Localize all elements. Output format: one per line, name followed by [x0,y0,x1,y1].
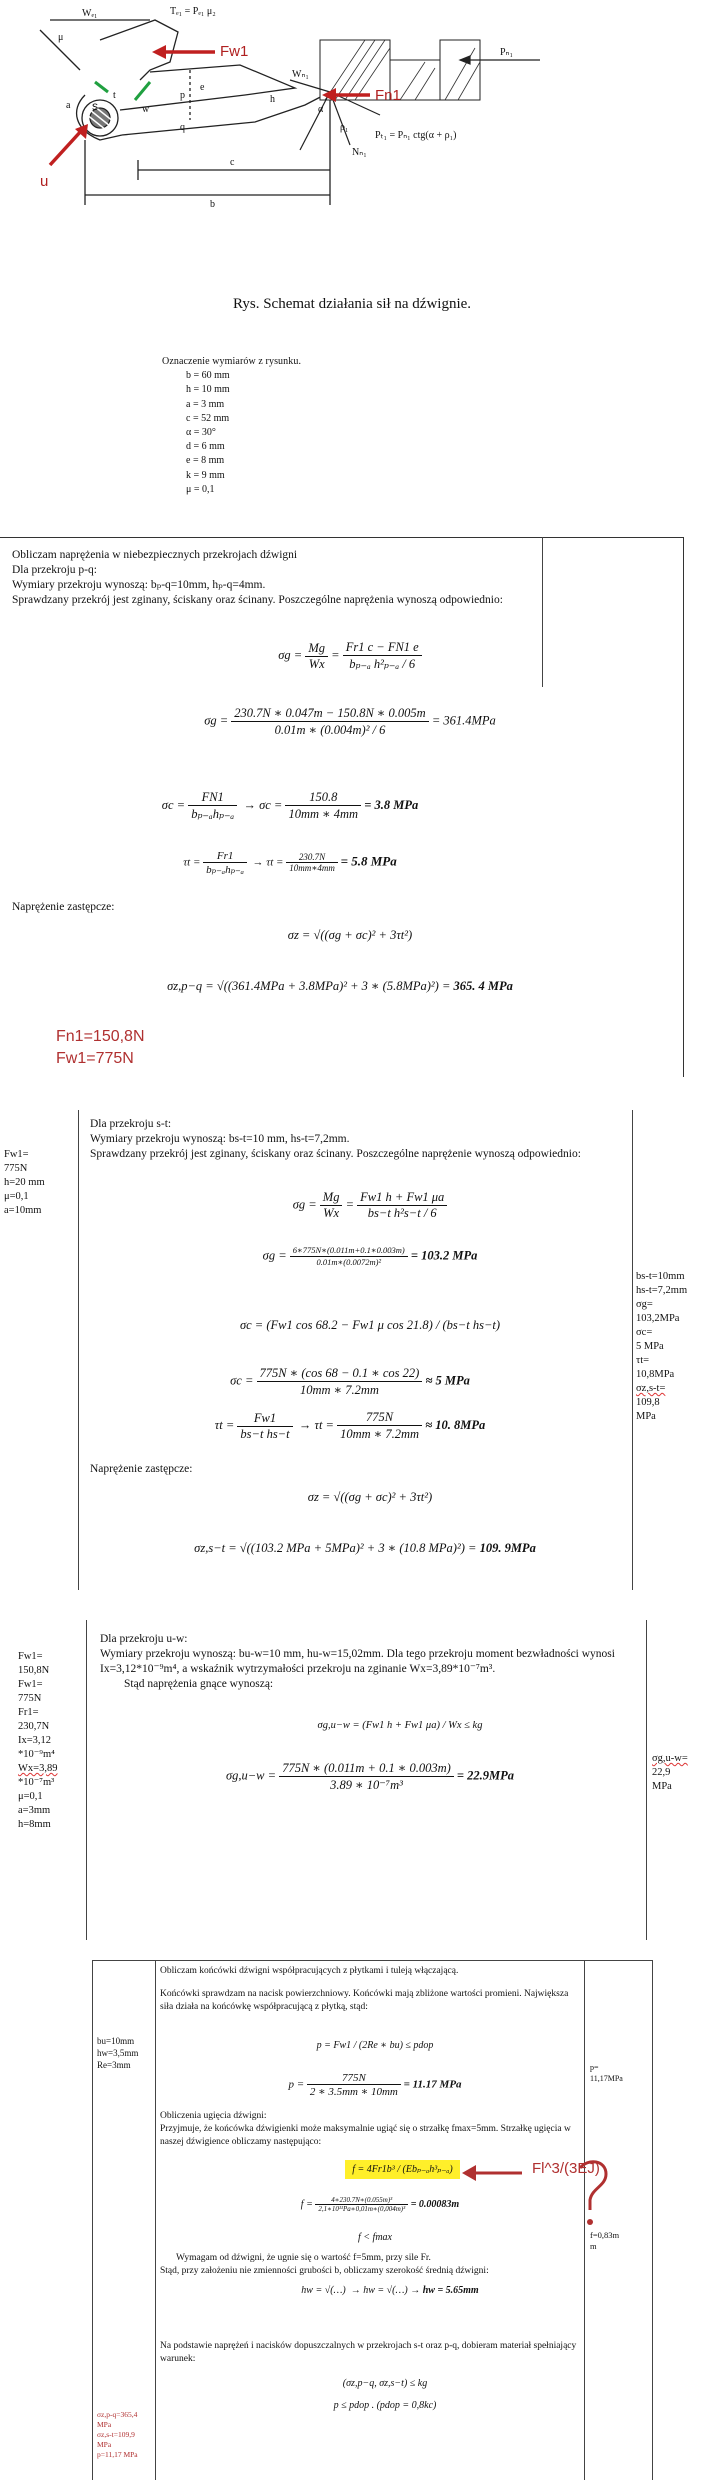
end-p2: Końcówki sprawdzam na nacisk powierzchniowy. Końcówki mają zbliżone wartości promieni. Największa siła działa na końcówkę współpracującą z płytką, stąd: [160,1989,569,2012]
uw-note: Ix=3,12 [18,1735,52,1746]
pq-heading: Dla przekroju p-q: [12,564,97,576]
st-eq4-num: 775N ∗ (cos 68 − 0.1 ∗ cos 22) [257,1365,423,1382]
st-dims: Wymiary przekroju wynoszą: bs-t=10 mm, hs-t=7,2mm. [90,1133,350,1145]
st-rnote: hs-t=7,2mm [636,1285,688,1296]
st-eq3: σc = (Fw1 cos 68.2 − Fw1 μ cos 21.8) / (bs−t hs−t) [239,1318,501,1332]
end-p45 [160,2252,580,2278]
uw-left-notes [18,1650,57,1832]
uw-note: Fr1= [18,1707,39,1718]
uw-left-divider [86,1620,87,1940]
st-rnote: 103,2MPa [636,1313,680,1324]
pq-eq2 [100,705,600,738]
st-eq1-num2: Fw1 h + Fw1 μa [357,1190,447,1206]
end-top-border [92,1960,652,1961]
label-w: w [142,104,150,115]
end-eq6-mid: → hw = [350,2285,385,2296]
uw-rnote: σg,u-w= [652,1753,688,1764]
uw-rnote: MPa [652,1781,672,1792]
label-t: t [113,90,116,101]
pq-subst-heading: Naprężenie zastępcze: [12,901,115,913]
dim-item: c = 52 mm [186,412,230,424]
end-eq7: (σz,p−q, σz,s−t) ≤ kg [342,2378,428,2389]
st-subst-heading: Naprężenie zastępcze: [90,1463,193,1475]
uw-eq2 [130,1760,610,1793]
uw-note: 775N [18,1693,42,1704]
uw-note: μ=0,1 [18,1791,43,1802]
st-eq1-den2: bs−t h²s−t / 6 [367,1206,437,1220]
st-eq5 [120,1410,580,1442]
pq-eq1-num2: Fr1 c − FN1 e [343,640,422,656]
dim-item: k = 9 mm [186,469,225,481]
pq-eq3-lhs: σc = [161,797,186,812]
pq-eq4-num: Fr1 [203,850,247,863]
end-eq3-highlight: f = 4Fr1b³ / (Ebₚ₋ₐh³ₚ₋ₐ) [345,2160,460,2179]
pq-eq4-mid: → τt = [252,856,284,869]
label-h: h [270,94,275,105]
pq-eq4-num2: 230.7N [286,852,338,863]
end-bnote: MPa [97,2420,112,2429]
st-eq6: σz = √((σg + σc)² + 3τt²) [307,1490,433,1504]
arrow-annotation-icon [462,2158,532,2188]
end-ugiecie [160,2110,580,2149]
st-eq4: σc = $\frac{775N ∗ (\cos 68 - 0.1 ∗ \cos 22)}{10mm ∗ 7.2mm}$ ≈ 5 MPa [230,1366,470,1397]
end-eq6: hw = √(…) → hw = √(…) → hw = 5.65mm [301,2285,479,2296]
st-eq2-res: = 103.2 MPa [410,1248,478,1263]
st-rnote: σz,s-t= [636,1383,666,1394]
section-pq [12,548,612,608]
st-eq2 [190,1245,550,1268]
end-p1: Obliczam końcówki dźwigni współpracujących z płytkami i tuleją włączającą. [160,1966,459,1976]
pq-eq3-den: bₚ₋ₐhₚ₋ₐ [191,807,235,821]
end-right-notes-2 [590,2230,619,2252]
end-p5: Stąd, przy założeniu nie zmienności grubości b, obliczamy szerokość średnią dźwigni: [160,2266,489,2276]
uw-right-notes [652,1752,688,1794]
st-note: 775N [4,1163,28,1174]
pq-eq3-mid: → σc = [243,797,283,812]
end-bnote: σz,s-t=109,9 [97,2430,135,2439]
st-eq7-res: 109. 9MPa [479,1541,536,1555]
label-q: q [180,122,185,133]
end-p3: Przyjmuje, że końcówka dźwigienki może maksymalnie ugiąć się o strzałkę fmax=5mm. Strzałkę ugięcia w naszej dźwigience obliczamy następująco: [160,2124,571,2147]
end-rnote: f=0,83m [590,2230,620,2240]
label-fn1: Fn1 [375,87,401,104]
end-note: hw=3,5mm [97,2048,139,2058]
pq-eq4 [80,850,500,876]
st-note: Fw1= [4,1149,29,1160]
pq-eq3-den2: 10mm ∗ 4mm [288,807,359,821]
end-rnote: m [590,2241,597,2251]
dimensions-title: Oznaczenie wymiarów z rysunku. [162,356,302,367]
end-eq6-lhs: hw = [301,2285,323,2296]
pq-eq6-res: 365. 4 MPa [453,979,513,993]
label-e: e [200,82,205,93]
end-p4: Wymagam od dźwigni, że ugnie się o wartość f=5mm, przy sile Fr. [176,2253,431,2263]
st-eq5-num: Fw1 [237,1411,292,1427]
end-eq8: p ≤ pdop . (pdop = 0,8kc) [333,2400,437,2411]
pq-eq1-den2: bₚ₋ₐ h²ₚ₋ₐ / 6 [349,657,416,671]
label-u: u [40,173,49,190]
st-eq2-lhs: σg = [262,1248,287,1263]
end-eq4-res: = 0.00083m [410,2198,460,2210]
question-mark-icon [574,2158,614,2238]
st-eq1-lhs: σg = [292,1197,317,1212]
label-pn1: Pₙ₁ [500,47,514,58]
pq-eq6 [40,978,640,994]
end-eq2-res: = 11.17 MPa [403,2078,462,2091]
st-eq5-mid: → τt = [298,1417,334,1432]
end-eq2-lhs: p = [288,2078,305,2091]
pq-eq3-num2: 150.8 [285,790,361,806]
st-rnote: 109,8 [636,1397,660,1408]
st-right-divider [632,1110,633,1590]
uw-note: 230,7N [18,1721,50,1732]
label-mu: μ [58,32,64,43]
end-note: Re=3mm [97,2060,131,2070]
pq-desc: Sprawdzany przekrój jest zginany, ściskany oraz ścinany. Poszczególne naprężenia wynoszą odpowiednio: [12,594,503,606]
st-eq2-num: 6∗775N∗(0.011m+0.1∗0.003m) [290,1245,408,1257]
uw-note: *10⁻⁹m⁴ [18,1749,55,1760]
st-eq7-body: σz,s−t = √((103.2 MPa + 5MPa)² + 3 ∗ (10.8 MPa)²) = [194,1541,480,1555]
end-left-divider [155,1960,156,2480]
pq-eq5: σz = √((σg + σc)² + 3τt²) [287,928,413,942]
end-eq5: f < fmax [358,2232,392,2243]
label-alpha: α [318,104,324,115]
end-bnote: MPa [97,2440,112,2449]
st-eq5-res: ≈ 10. 8MPa [425,1417,486,1432]
label-nn1: Nₙ₁ [352,147,367,158]
uw-rnote: 22,9 [652,1767,671,1778]
st-eq7 [100,1540,630,1556]
uw-eq2-res: = 22.9MPa [456,1768,515,1783]
label-c: c [230,157,235,168]
end-outer-right [652,1960,653,2480]
pq-eq4-den: bₚ₋ₐhₚ₋ₐ [206,864,245,876]
pq-eq2-lhs: σg = [204,713,229,728]
end-eq2 [210,2072,540,2098]
pq-eq6-body: σz,p−q = √((361.4MPa + 3.8MPa)² + 3 ∗ (5.8MPa)²) = [167,979,454,993]
dim-item: μ = 0,1 [186,483,215,495]
dim-item: e = 8 mm [186,455,225,467]
st-desc: Sprawdzany przekrój jest zginany, ściskany oraz ścinany. Poszczególne naprężenie wynoszą odpowiednio: [90,1148,581,1160]
st-heading: Dla przekroju s-t: [90,1118,172,1130]
end-p6: Na podstawie naprężeń i nacisków dopuszczalnych w przekrojach s-t oraz p-q, dobieram materiał spełniający warunek: [160,2341,577,2364]
section-uw [100,1632,640,1692]
lever-force-diagram [30,0,690,250]
end-eq2-num: 775N [307,2072,401,2085]
end-eq4-den: 2,1∗10¹¹Pa∗0,01m∗(0,004m)³ [318,2205,406,2213]
end-eq4 [180,2196,580,2213]
figure-caption: Rys. Schemat działania sił na dźwignie. [232,296,472,312]
uw-eq2-lhs: σg,u−w = [225,1768,277,1783]
uw-heading: Dla przekroju u-w: [100,1633,188,1645]
st-note: μ=0,1 [4,1191,29,1202]
dim-item: b = 60 mm [186,370,230,382]
st-left-notes [4,1148,45,1218]
label-fw1: Fw1 [220,43,249,60]
pq-eq2-res: = 361.4MPa [431,713,496,728]
end-eq4-lhs: f = [300,2198,313,2210]
end-eq2-den: 2 ∗ 3.5mm ∗ 10mm [309,2086,398,2098]
st-rnote: 5 MPa [636,1341,664,1352]
uw-p2: Stąd naprężenia gnące wynoszą: [124,1678,274,1690]
st-eq5-num2: 775N [337,1410,422,1426]
st-note: h=20 mm [4,1177,45,1188]
end-annot: Fl^3/(3EJ) [532,2160,600,2177]
pq-eq4-lhs: τt = [183,856,201,869]
dim-item: α = 30° [186,427,216,439]
pq-eq3 [80,790,500,822]
end-eq4-num: 4∗230.7N∗(0.055m)³ [315,2196,408,2205]
pq-eq1-den: Wx [308,656,325,671]
uw-eq1: σg,u−w = (Fw1 h + Fw1 μa) / Wx ≤ kg [317,1720,483,1731]
dim-item: a = 3 mm [186,398,225,410]
st-rnote: MPa [636,1411,656,1422]
st-rnote: bs-t=10mm [636,1271,685,1282]
end-bnote: p=11,17 MPa [97,2450,138,2459]
st-eq4-den: 10mm ∗ 7.2mm [299,1383,379,1397]
end-left-notes [97,2035,138,2071]
uw-p1: Wymiary przekroju wynoszą: bu-w=10 mm, hu-w=15,02mm. Dla tego przekroju moment bezwładności wynosi Ix=3,12*10⁻⁹m⁴, a wskaźnik wytrzymałości przekroju na zginanie Wx=3,89*10⁻⁷m³. [100,1648,615,1675]
st-eq4-res: ≈ 5 MPa [425,1373,470,1388]
st-eq1: σg = $\frac{Mg}{Wx}$ = $\frac{Fw1 h + Fw1 \mu a}{\text{bs−t h²s−t / 6}}$ [220,1190,520,1221]
uw-note: Fw1= [18,1651,43,1662]
st-rnote: τt= [636,1355,650,1366]
pq-intro: Obliczam naprężenia w niebezpiecznych przekrojach dźwigni [12,549,298,561]
dimensions-list [162,355,301,497]
uw-note: h=8mm [18,1819,51,1830]
end-bnote: σz,p-q=365,4 [97,2410,138,2419]
st-rnote: 10,8MPa [636,1369,675,1380]
uw-note: Wx=3,89 [18,1763,58,1774]
uw-note: 150,8N [18,1665,50,1676]
uw-eq2-den: 3.89 ∗ 10⁻⁷m³ [330,1778,403,1792]
st-rnote: σg= [636,1299,653,1310]
st-left-divider [78,1110,79,1590]
section-st [90,1117,620,1162]
pq-eq3-num: FN1 [188,790,237,806]
pq-eq4-den2: 10mm∗4mm [289,863,335,873]
uw-note: *10⁻⁷m³ [18,1777,55,1788]
st-eq5-den2: 10mm ∗ 7.2mm [340,1427,420,1441]
pq-eq1-num: Mg [305,641,328,657]
uw-eq2-num: 775N ∗ (0.011m + 0.1 ∗ 0.003m) [279,1760,454,1777]
pq-note-fn1: Fn1=150,8N [56,1028,145,1045]
st-eq1-den: Wx [323,1206,340,1220]
label-p: p [180,90,185,101]
st-eq1-num: Mg [320,1190,343,1206]
st-eq5-lhs: τt = [214,1417,235,1432]
st-eq5-den: bs−t hs−t [240,1426,290,1441]
end-rnote: p= [590,2063,599,2072]
pq-eq4-res: = 5.8 MPa [340,853,397,869]
end-left-bottom [97,2410,138,2460]
pq-eq1: σg = $\frac{Mg}{Wx}$ = $\frac{Fr1 c - FN1 e}{\text{bₚ₋ₐ h²ₚ₋ₐ / 6}}$ [200,640,500,672]
pq-eq1-lhs: σg = [278,647,303,662]
label-b: b [210,199,215,210]
label-wn1: Wₙ₁ [292,69,309,80]
end-note: bu=10mm [97,2036,135,2046]
pq-dims: Wymiary przekroju wynoszą: bₚ-q=10mm, hₚ-q=4mm. [12,579,266,591]
dim-item: d = 6 mm [186,441,225,453]
uw-note: a=3mm [18,1805,51,1816]
label-s: s [92,99,98,113]
end-eq6-res: → hw = 5.65mm [410,2285,479,2296]
uw-note: Fw1= [18,1679,43,1690]
st-eq2-den: 0.01m∗(0.0072m)² [316,1257,381,1267]
st-rnote: σc= [636,1327,653,1338]
dim-item: h = 10 mm [186,384,230,396]
label-rho1: ρ₁ [340,122,349,133]
pq-eq2-num: 230.7N ∗ 0.047m − 150.8N ∗ 0.005m [231,705,428,722]
st-right-notes [636,1270,687,1424]
end-outer-left [92,1960,93,2480]
label-tw1: Tₑ₁ = Pₑ₁ μ₂ [170,6,216,17]
label-a: a [66,100,71,111]
end-eq1: p = Fw1 / (2Re ∗ bu) ≤ pdop [316,2040,434,2051]
end-rnote: 11,17MPa [590,2074,623,2083]
end-right-notes [590,2062,623,2084]
pq-note-fw1: Fw1=775N [56,1050,134,1067]
end-h2: Obliczenia ugięcia dźwigni: [160,2111,267,2121]
label-ww1: Wₑ₁ [82,8,98,19]
uw-right-divider [646,1620,647,1940]
pq-eq2-den: 0.01m ∗ (0.004m)² / 6 [274,723,386,737]
label-pt1: Pₜ₁ = Pₙ₁ ctg(α + ρ₁) [375,130,457,141]
st-note: a=10mm [4,1205,42,1216]
section-end [160,1965,580,2014]
pq-eq3-res: = 3.8 MPa [364,797,419,812]
